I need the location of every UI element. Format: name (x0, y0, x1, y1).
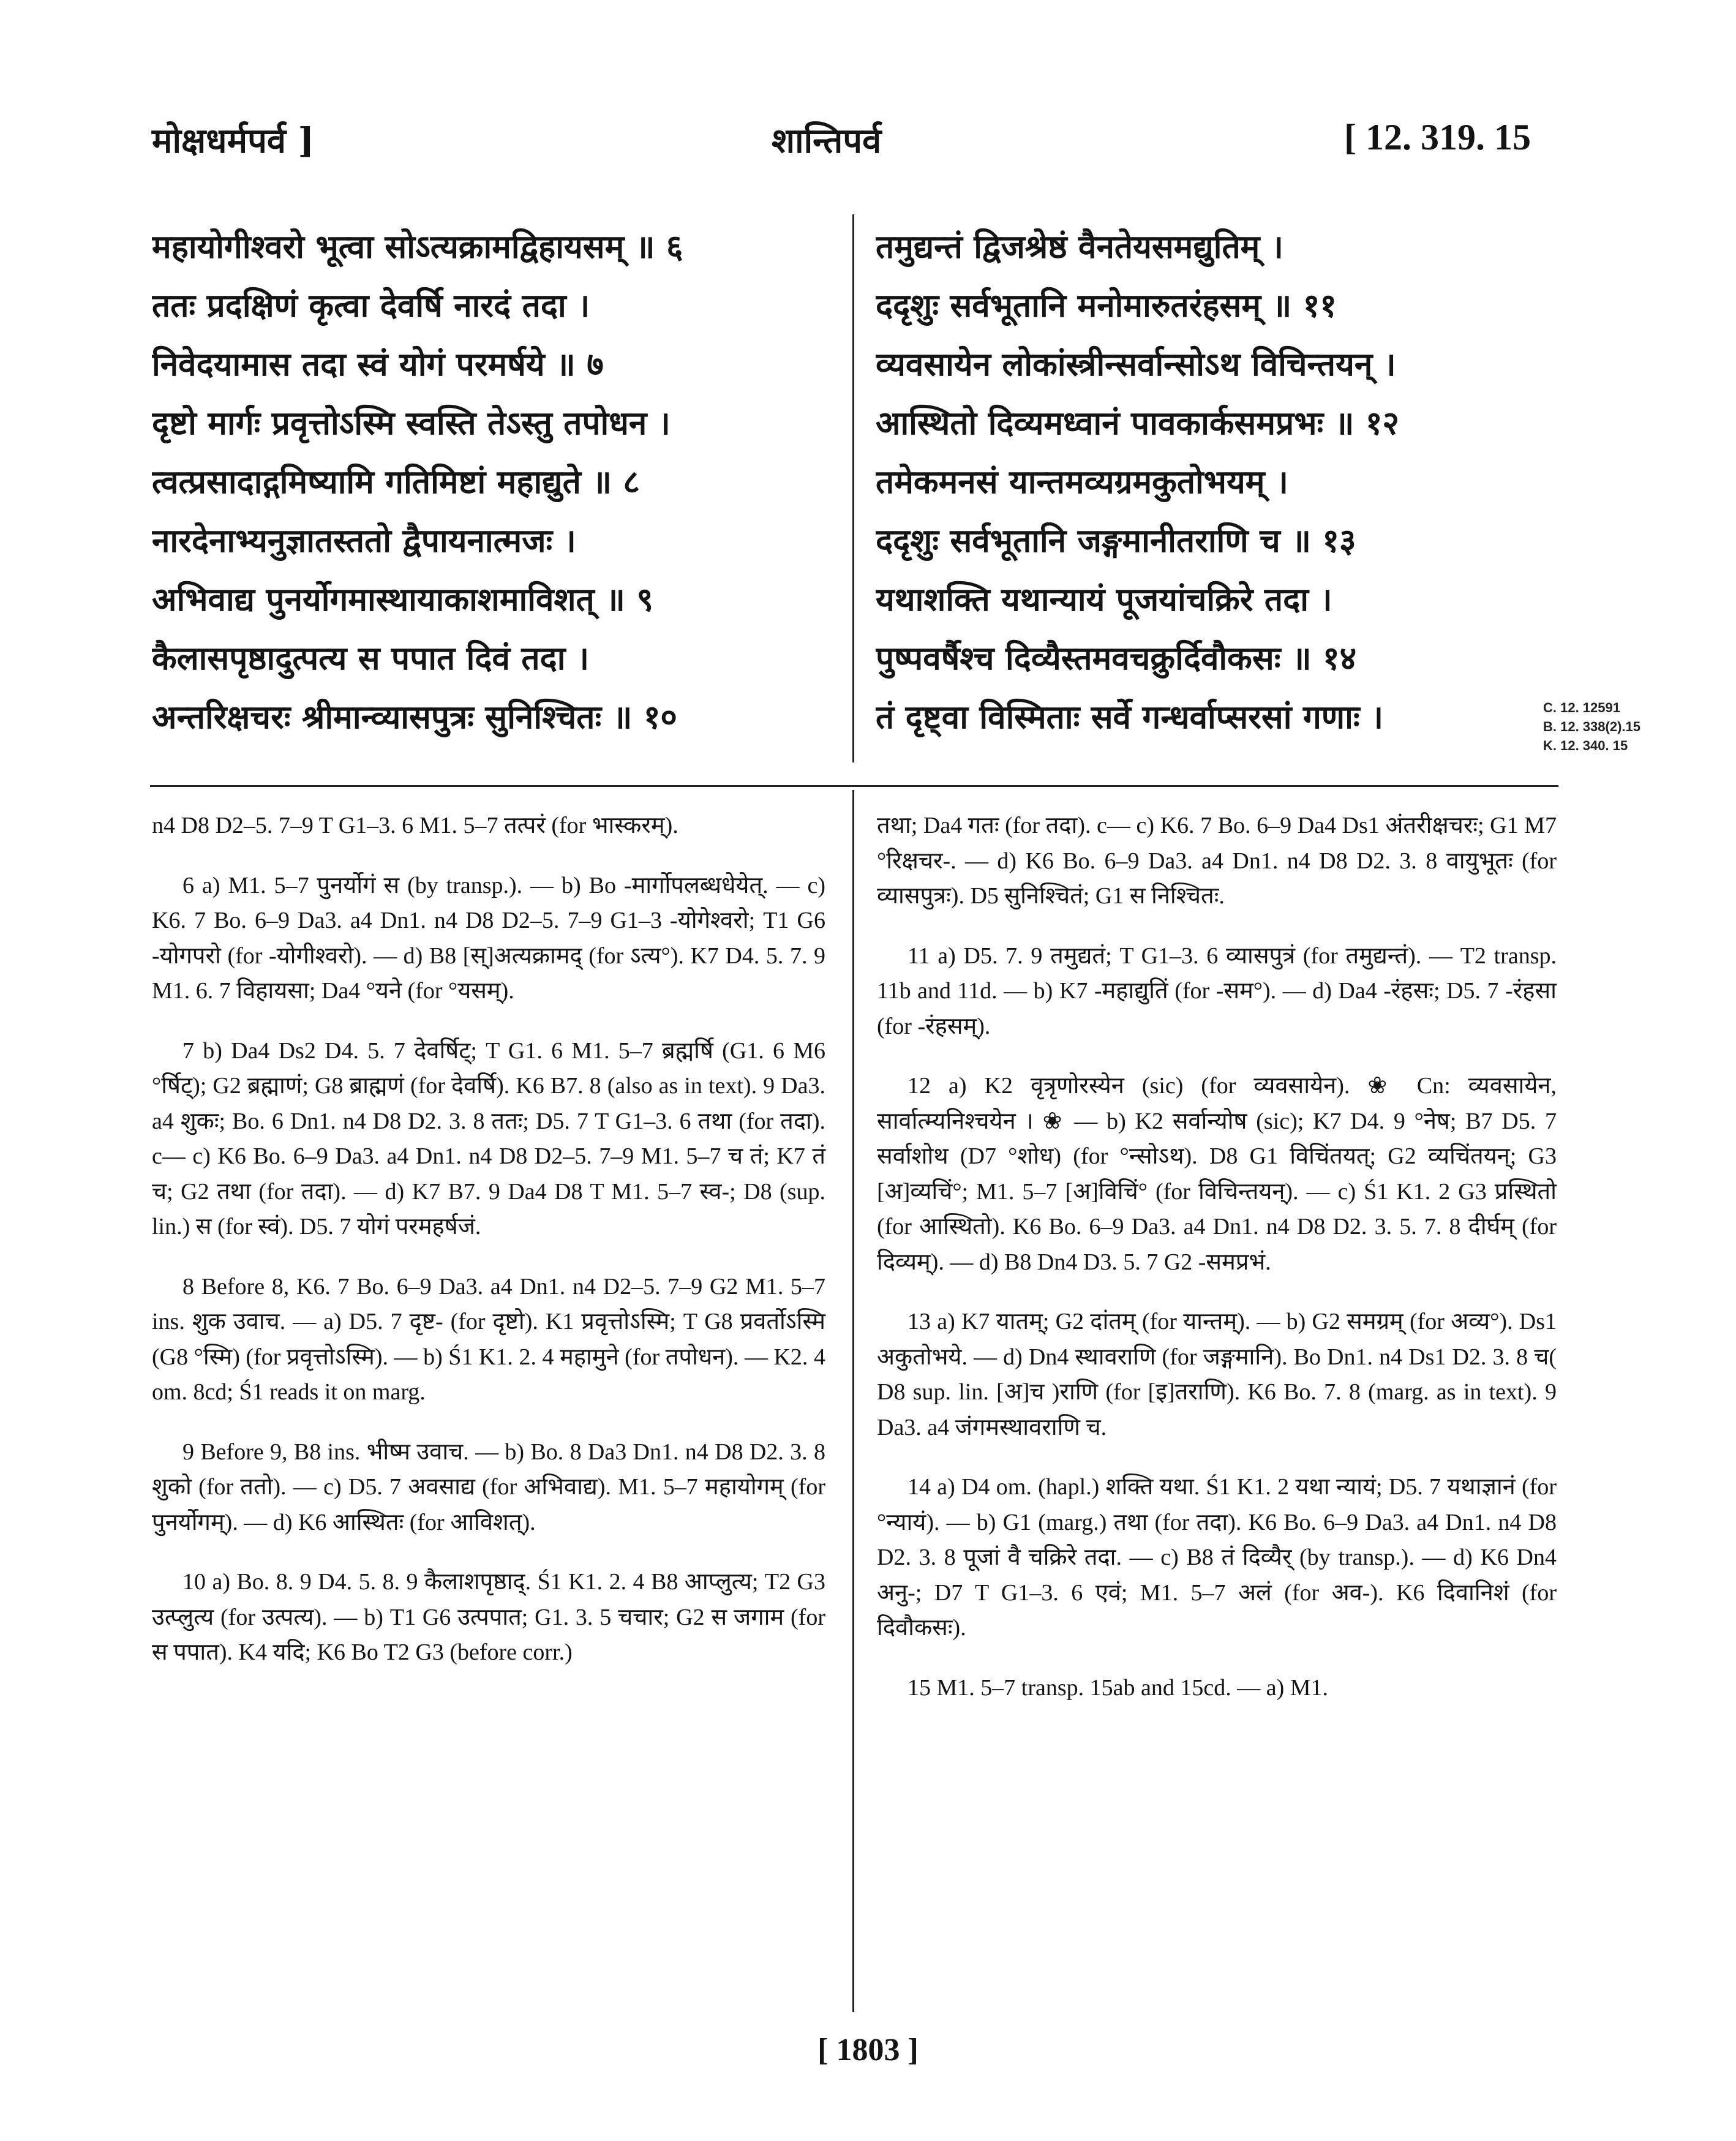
verse-line: ददृशुः सर्वभूतानि जङ्गमानीतराणि च ॥ १३ (876, 522, 1356, 560)
verse-line: आस्थितो दिव्यमध्वानं पावकार्कसमप्रभः ॥ १२ (876, 404, 1399, 442)
apparatus-column-left (152, 808, 825, 1695)
margin-ref-bombay: B. 12. 338(2).15 (1543, 719, 1640, 734)
apparatus-note: 8 Before 8, K6. 7 Bo. 6–9 Da3. a4 Dn1. n4 D2–5. 7–9 G2 M1. 5–7 ins. शुक उवाच. — a) D5. 7 दृष्ट- (for दृष्टो). K1 प्रवृत्तोऽस्मि; T G8 प्रवर्तोऽस्मि (G8 °स्मि) (for प्रवृत्तोऽस्मि). — b) Ś1 K1. 2. 4 महामुने (for तपोधन). — K2. 4 om. 8cd; Ś1 reads it on marg. (152, 1273, 825, 1405)
apparatus-note: 7 b) Da4 Ds2 D4. 5. 7 देवर्षिट्; T G1. 6 M1. 5–7 ब्रह्मर्षि (G1. 6 M6 °र्षिट्); G2 ब्रह्माणं; G8 ब्राह्मणं (for देवर्षि). K6 B7. 8 (also as in text). 9 Da3. a4 शुकः; Bo. 6 Dn1. n4 D8 D2. 3. 8 ततः; D5. 7 T G1–3. 6 तथा (for तदा). c— c) K6 Bo. 6–9 Da3. a4 Dn1. n4 D8 D2–5. 7–9 M1. 5–7 च तं; K7 तं च; G2 तथा (for तदा). — d) K7 B7. 9 Da4 D8 T M1. 5–7 स्व-; D8 (sup. lin.) स (for स्वं). D5. 7 योगं परमहर्षजं. (152, 1037, 825, 1240)
verse-column-right (876, 217, 1561, 747)
apparatus-note: 15 M1. 5–7 transp. 15ab and 15cd. — a) M1. (907, 1674, 1329, 1701)
verse-line: तमेकमनसं यान्तमव्यग्रमकुतोभयम् । (876, 463, 1289, 501)
verse-line: अभिवाद्य पुनर्योगमास्थायाकाशमाविशत् ॥ ९ (152, 581, 653, 619)
verse-line: महायोगीश्वरो भूत्वा सोऽत्यक्रामद्विहायसम् ॥ ६ (152, 228, 683, 266)
margin-ref-kumbhakonam: K. 12. 340. 15 (1543, 738, 1628, 753)
verse-line: ततः प्रदक्षिणं कृत्वा देवर्षि नारदं तदा । (152, 287, 590, 325)
header-reference: [ 12. 319. 15 (1344, 117, 1531, 157)
verse-line: अन्तरिक्षचरः श्रीमान्व्यासपुत्रः सुनिश्चितः ॥ १० (152, 698, 677, 736)
apparatus-note: 12 a) K2 वृत्रृणोरस्येन (sic) (for व्यवसायेन). ❀ Cn: व्यवसायेन, सार्वात्म्यनिश्चयेन । ❀ — b) K2 सर्वान्योष (sic); K7 D4. 9 °नेष; B7 D5. 7 सर्वाशोथ (D7 °शोध) (for °न्सोऽथ). D8 G1 विचिंतयत्; G2 व्यचिंतयन्; G3 [अ]व्यचिं°; M1. 5–7 [अ]विचिं° (for विचिन्तयन्). — c) Ś1 K1. 2 G3 प्रस्थितो (for आस्थितो). K6 Bo. 6–9 Da3. a4 Dn1. n4 D8 D2. 3. 5. 7. 8 दीर्घम् (for दिव्यम्). — d) B8 Dn4 D3. 5. 7 G2 -समप्रभं. (877, 1073, 1557, 1275)
margin-references (1543, 698, 1721, 755)
apparatus-note: 14 a) D4 om. (hapl.) शक्ति यथा. Ś1 K1. 2 यथा न्यायं; D5. 7 यथाज्ञानं (for °न्यायं). — b) G1 (marg.) तथा (for तदा). K6 Bo. 6–9 Da3. a4 Dn1. n4 D8 D2. 3. 8 पूजां वै चक्रिरे तदा. — c) B8 तं दिव्यैर् (by transp.). — d) K6 Dn4 अनु-; D7 T G1–3. 6 एवं; M1. 5–7 अलं (for अव-). K6 दिवानिशं (for दिवौकसः). (877, 1474, 1557, 1641)
verse-line: पुष्पवर्षैश्च दिव्यैस्तमवचक्रुर्दिवौकसः ॥ १४ (876, 639, 1357, 677)
apparatus-note: 9 Before 9, B8 ins. भीष्म उवाच. — b) Bo. 8 Da3 Dn1. n4 D8 D2. 3. 8 शुको (for ततो). — c) D5. 7 अवसाद्य (for अभिवाद्य). M1. 5–7 महायोगम् (for पुनर्योगम्). — d) K6 आस्थितः (for आविशत्). (152, 1439, 825, 1535)
apparatus-note: 6 a) M1. 5–7 पुनर्योगं स (by transp.). — b) Bo -मार्गोपलब्धधेयेत्. — c) K6. 7 Bo. 6–9 Da3. a4 Dn1. n4 D8 D2–5. 7–9 G1–3 -योगेश्वरो; T1 G6 -योगपरो (for -योगीश्वरो). — d) B8 [स्]अत्यक्रामद् (for ऽत्य°). K7 D4. 5. 7. 9 M1. 6. 7 विहायसा; Da4 °यने (for °यसम्). (152, 872, 825, 1004)
verse-line: नारदेनाभ्यनुज्ञातस्ततो द्वैपायनात्मजः । (152, 522, 576, 560)
verse-line: यथाशक्ति यथान्यायं पूजयांचक्रिरे तदा । (876, 581, 1332, 619)
column-divider-verses (852, 214, 854, 762)
apparatus-note: n4 D8 D2–5. 7–9 T G1–3. 6 M1. 5–7 तत्परं (for भास्करम्). (152, 813, 678, 838)
verse-line: ददृशुः सर्वभूतानि मनोमारुतरंहसम् ॥ ११ (876, 287, 1337, 325)
verse-column-left (152, 217, 835, 747)
apparatus-column-right (877, 808, 1557, 1730)
verse-line: तं दृष्ट्वा विस्मिताः सर्वे गन्धर्वाप्सरसां गणाः । (876, 698, 1384, 736)
column-divider-apparatus (852, 790, 854, 2012)
apparatus-note: तथा; Da4 गतः (for तदा). c— c) K6. 7 Bo. 6–9 Da4 Ds1 अंतरीक्षचरः; G1 M7 °रिक्षचर-. — d) K6 Bo. 6–9 Da3. a4 Dn1. n4 D8 D2. 3. 8 वायुभूतः (for व्यासपुत्रः). D5 सुनिश्चितं; G1 स निश्चितः. (877, 813, 1557, 909)
section-divider (150, 785, 1558, 787)
verse-line: दृष्टो मार्गः प्रवृत्तोऽस्मि स्वस्ति तेऽस्तु तपोधन । (152, 404, 671, 442)
apparatus-note: 10 a) Bo. 8. 9 D4. 5. 8. 9 कैलाशपृष्ठाद्. Ś1 K1. 2. 4 B8 आप्लुत्य; T2 G3 उत्प्लुत्य (for उत्पत्य). — b) T1 G6 उत्पपात; G1. 3. 5 चचार; G2 स जगाम (for स पपात). K4 यदि; K6 Bo T2 G3 (before corr.) (152, 1569, 825, 1665)
verse-line: त्वत्प्रसादाद्गमिष्यामि गतिमिष्टां महाद्युते ॥ ८ (152, 463, 640, 501)
apparatus-note: 13 a) K7 यातम्; G2 दांतम् (for यान्तम्). — b) G2 समग्रम् (for अव्य°). Ds1 अकुतोभये. — d) Dn4 स्थावराणि (for जङ्गमानि). Bo Dn1. n4 Ds1 D2. 3. 8 च( D8 sup. lin. [अ]च )राणि (for [इ]तराणि). K6 Bo. 7. 8 (marg. as in text). 9 Da3. a4 जंगमस्थावराणि च. (877, 1309, 1557, 1440)
header-section-title: मोक्षधर्मपर्व ] (152, 121, 315, 161)
verse-line: व्यवसायेन लोकांस्त्रीन्सर्वान्सोऽथ विचिन्तयन् । (876, 345, 1396, 383)
verse-line: कैलासपृष्ठादुत्पत्य स पपात दिवं तदा । (152, 639, 590, 677)
page-number: [ 1803 ] (817, 2033, 919, 2068)
verse-line: निवेदयामास तदा स्वं योगं परमर्षये ॥ ७ (152, 345, 604, 383)
verse-line: तमुद्यन्तं द्विजश्रेष्ठं वैनतेयसमद्युतिम् । (876, 228, 1283, 266)
apparatus-note: 11 a) D5. 7. 9 तमुद्यतं; T G1–3. 6 व्यासपुत्रं (for तमुद्यन्तं). — T2 transp. 11b and 11d. — b) K7 -महाद्युतिं (for -सम°). — d) Da4 -रंहसः; D5. 7 -रंहसा (for -रंहसम्). (877, 943, 1557, 1039)
header-book-title: शान्तिपर्व (772, 121, 882, 161)
margin-ref-calcutta: C. 12. 12591 (1543, 700, 1620, 715)
